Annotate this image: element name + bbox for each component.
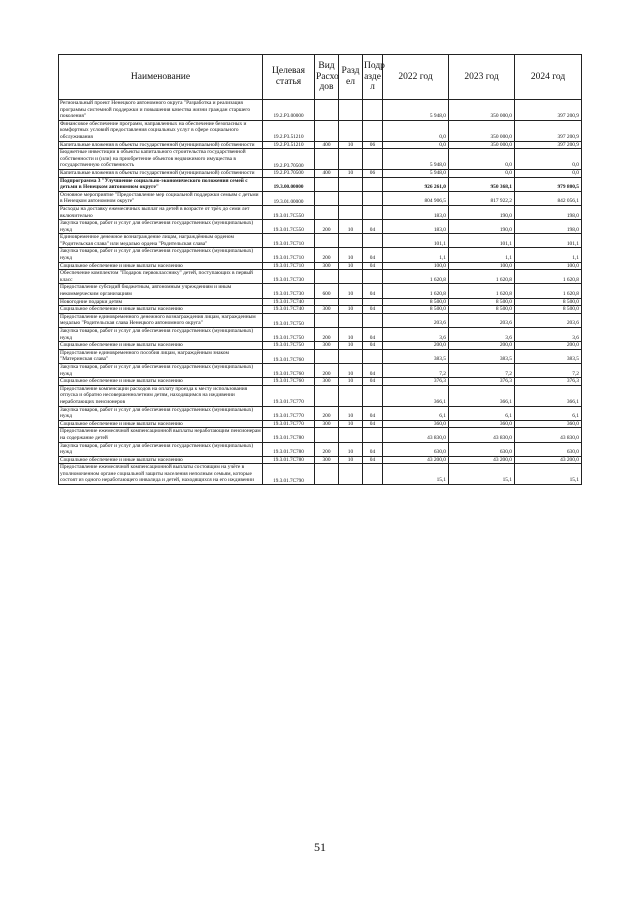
cell-expense-type: 200	[315, 248, 339, 262]
cell-expense-type: 200	[315, 442, 339, 456]
cell-expense-type: 400	[315, 169, 339, 177]
cell-year-2023: 0,0	[449, 169, 515, 177]
cell-expense-type: 300	[315, 420, 339, 428]
cell-target-article: 19.3.01.7С780	[263, 442, 315, 456]
cell-name: Предоставление субсидий бюджетным, автономным учреждениям и иным некоммерческим организациям	[59, 284, 263, 298]
cell-year-2022: 43 200,0	[383, 456, 449, 464]
table-row	[59, 363, 582, 377]
table-row	[59, 313, 582, 327]
cell-expense-type: 300	[315, 306, 339, 314]
cell-expense-type	[315, 149, 339, 170]
table-row	[59, 220, 582, 234]
cell-expense-type: 600	[315, 284, 339, 298]
cell-name: Новогодние подарки детям	[59, 298, 263, 306]
cell-year-2023: 15,1	[449, 464, 515, 485]
cell-target-article: 19.3.01.7С730	[263, 284, 315, 298]
budget-table	[58, 54, 582, 485]
cell-subsection: 04	[363, 456, 383, 464]
cell-target-article: 19.3.01.7С750	[263, 342, 315, 350]
cell-name: Социальное обеспечение и иные выплаты населению	[59, 456, 263, 464]
cell-year-2023: 383,5	[449, 349, 515, 363]
cell-name: Социальное обеспечение и иные выплаты населению	[59, 378, 263, 386]
table-header-row	[59, 55, 582, 100]
cell-expense-type	[315, 349, 339, 363]
cell-year-2024: 43 830,0	[515, 428, 582, 442]
cell-subsection: 04	[363, 284, 383, 298]
table-row	[59, 442, 582, 456]
cell-year-2022: 8 500,0	[383, 306, 449, 314]
cell-section	[339, 205, 363, 219]
header-year-2022: 2022 год	[383, 55, 449, 100]
cell-expense-type	[315, 100, 339, 121]
cell-year-2022: 5 948,0	[383, 100, 449, 121]
cell-section: 10	[339, 220, 363, 234]
header-section: Разд ел	[339, 55, 363, 100]
cell-section: 10	[339, 442, 363, 456]
cell-section: 10	[339, 284, 363, 298]
table-row	[59, 342, 582, 350]
table-row	[59, 464, 582, 485]
header-year-2023: 2023 год	[449, 55, 515, 100]
cell-target-article: 19.2.P3.51210	[263, 120, 315, 141]
cell-expense-type	[315, 205, 339, 219]
table-row	[59, 428, 582, 442]
cell-expense-type	[315, 270, 339, 284]
cell-year-2022: 7,2	[383, 363, 449, 377]
cell-year-2024: 397 200,9	[515, 120, 582, 141]
table-row	[59, 385, 582, 406]
cell-year-2022: 383,5	[383, 349, 449, 363]
cell-year-2022: 183,0	[383, 205, 449, 219]
cell-name: Предоставление единовременного денежного вознаграждения лицам, награжденным медалью "Родительская слава Ненецкого автономного округа"	[59, 313, 263, 327]
cell-subsection: 04	[363, 406, 383, 420]
cell-year-2022: 366,1	[383, 385, 449, 406]
table-row	[59, 306, 582, 314]
header-year-2024: 2024 год	[515, 55, 582, 100]
cell-expense-type: 200	[315, 406, 339, 420]
cell-year-2024: 376,3	[515, 378, 582, 386]
cell-target-article: 19.2.P3.51210	[263, 141, 315, 149]
cell-year-2022: 0,0	[383, 120, 449, 141]
cell-subsection	[363, 149, 383, 170]
cell-year-2024: 1 620,8	[515, 284, 582, 298]
cell-subsection: 04	[363, 220, 383, 234]
cell-expense-type: 200	[315, 328, 339, 342]
cell-year-2023: 950 368,1	[449, 177, 515, 191]
cell-target-article: 19.3.01.00000	[263, 191, 315, 205]
cell-name: Закупка товаров, работ и услуг для обеспечения государственных (муниципальных) нужд	[59, 406, 263, 420]
cell-year-2022: 5 948,0	[383, 169, 449, 177]
cell-target-article: 19.3.01.7С770	[263, 406, 315, 420]
cell-name: Закупка товаров, работ и услуг для обеспечения государственных (муниципальных) нужд	[59, 363, 263, 377]
cell-target-article: 19.3.01.7С710	[263, 234, 315, 248]
table-row	[59, 205, 582, 219]
cell-year-2024: 43 200,0	[515, 456, 582, 464]
cell-section: 10	[339, 262, 363, 270]
cell-section	[339, 177, 363, 191]
cell-target-article: 19.3.00.00000	[263, 177, 315, 191]
table-row	[59, 298, 582, 306]
cell-name: Предоставление ежемесячной компенсационной выплаты состоящим на учёте в уполномоченном органе социальной защиты населения неполным семьям, которые состоят из одного неработающего инвалида и детей, находящихся на его иждивении	[59, 464, 263, 485]
cell-subsection	[363, 191, 383, 205]
cell-expense-type	[315, 191, 339, 205]
cell-section	[339, 464, 363, 485]
cell-name: Предоставление единовременного пособия лицам, награждённым знаком "Материнская слава"	[59, 349, 263, 363]
cell-year-2023: 630,0	[449, 442, 515, 456]
cell-year-2024: 360,0	[515, 420, 582, 428]
cell-subsection: 04	[363, 248, 383, 262]
cell-section	[339, 298, 363, 306]
cell-year-2022: 1 620,8	[383, 270, 449, 284]
cell-subsection	[363, 270, 383, 284]
cell-subsection	[363, 313, 383, 327]
cell-name: Социальное обеспечение и иные выплаты населению	[59, 262, 263, 270]
cell-subsection	[363, 120, 383, 141]
table-body	[59, 100, 582, 485]
cell-target-article: 19.3.01.7С760	[263, 363, 315, 377]
cell-expense-type	[315, 298, 339, 306]
cell-section: 10	[339, 328, 363, 342]
cell-name: Закупка товаров, работ и услуг для обеспечения государственных (муниципальных) нужд	[59, 328, 263, 342]
cell-name: Единовременное денежное вознаграждение лицам, награждённым орденом "Родительская слава" или медалью ордена "Родительская слава"	[59, 234, 263, 248]
table-row	[59, 420, 582, 428]
cell-subsection	[363, 298, 383, 306]
cell-year-2024: 383,5	[515, 349, 582, 363]
cell-year-2022: 200,0	[383, 342, 449, 350]
header-name: Наименование	[59, 55, 263, 100]
cell-subsection	[363, 428, 383, 442]
cell-target-article: 19.2.P3.70500	[263, 149, 315, 170]
cell-name: Предоставление компенсации расходов на оплату проезда к месту использования отпуска и обратно несовершеннолетним детям, находящимся на иждивении неработающих пенсионеров	[59, 385, 263, 406]
cell-year-2023: 366,1	[449, 385, 515, 406]
cell-target-article: 19.3.01.7С780	[263, 456, 315, 464]
header-target-article: Целевая статья	[263, 55, 315, 100]
cell-year-2024: 0,0	[515, 169, 582, 177]
cell-name: Основное мероприятие "Предоставление мер социальной поддержки семьям с детьми в Ненецком автономном округе"	[59, 191, 263, 205]
cell-year-2022: 6,1	[383, 406, 449, 420]
cell-subsection: 06	[363, 169, 383, 177]
cell-expense-type: 300	[315, 456, 339, 464]
cell-year-2024: 203,6	[515, 313, 582, 327]
cell-year-2022: 100,0	[383, 262, 449, 270]
cell-section	[339, 191, 363, 205]
cell-year-2022: 376,3	[383, 378, 449, 386]
cell-year-2024: 397 200,9	[515, 141, 582, 149]
cell-section: 10	[339, 406, 363, 420]
cell-year-2024: 3,6	[515, 328, 582, 342]
table-row	[59, 141, 582, 149]
cell-name: Региональный проект Ненецкого автономного округа "Разработка и реализация программы системной поддержки и повышения качества жизни граждан старшего поколения"	[59, 100, 263, 121]
cell-year-2024: 0,0	[515, 149, 582, 170]
cell-target-article: 19.2.P3.00000	[263, 100, 315, 121]
cell-expense-type: 200	[315, 363, 339, 377]
cell-year-2023: 1 620,8	[449, 270, 515, 284]
cell-target-article: 19.3.01.7С750	[263, 328, 315, 342]
cell-expense-type: 400	[315, 141, 339, 149]
cell-target-article: 19.3.01.7С710	[263, 248, 315, 262]
cell-subsection: 04	[363, 378, 383, 386]
cell-year-2024: 15,1	[515, 464, 582, 485]
cell-year-2022: 0,0	[383, 141, 449, 149]
cell-year-2024: 366,1	[515, 385, 582, 406]
cell-year-2023: 350 000,0	[449, 100, 515, 121]
cell-year-2023: 350 000,0	[449, 141, 515, 149]
cell-subsection: 04	[363, 442, 383, 456]
cell-subsection	[363, 100, 383, 121]
cell-year-2023: 8 500,0	[449, 306, 515, 314]
cell-section: 10	[339, 306, 363, 314]
table-row	[59, 262, 582, 270]
table-row	[59, 284, 582, 298]
cell-section: 10	[339, 420, 363, 428]
cell-year-2024: 198,0	[515, 205, 582, 219]
cell-target-article: 19.3.01.7С550	[263, 220, 315, 234]
cell-name: Капитальные вложения в объекты государственной (муниципальной) собственности	[59, 169, 263, 177]
cell-section	[339, 270, 363, 284]
cell-subsection	[363, 205, 383, 219]
cell-year-2022: 1,1	[383, 248, 449, 262]
cell-year-2022: 8 500,0	[383, 298, 449, 306]
cell-expense-type	[315, 464, 339, 485]
cell-year-2022: 43 830,0	[383, 428, 449, 442]
cell-year-2023: 376,3	[449, 378, 515, 386]
cell-subsection: 06	[363, 141, 383, 149]
cell-year-2024: 8 500,0	[515, 298, 582, 306]
cell-year-2023: 817 922,2	[449, 191, 515, 205]
table-row	[59, 270, 582, 284]
cell-name: Закупка товаров, работ и услуг для обеспечения государственных (муниципальных) нужд	[59, 248, 263, 262]
cell-target-article: 19.3.01.7С780	[263, 428, 315, 442]
cell-expense-type	[315, 385, 339, 406]
table-row	[59, 191, 582, 205]
cell-year-2022: 1 620,8	[383, 284, 449, 298]
cell-subsection: 04	[363, 363, 383, 377]
cell-section: 10	[339, 456, 363, 464]
cell-section: 10	[339, 363, 363, 377]
cell-expense-type	[315, 234, 339, 248]
cell-name: Социальное обеспечение и иные выплаты населению	[59, 342, 263, 350]
cell-year-2023: 1,1	[449, 248, 515, 262]
cell-name: Обеспечение комплектом "Подарок первокласснику" детей, поступающих в первый класс	[59, 270, 263, 284]
cell-year-2024: 8 500,0	[515, 306, 582, 314]
cell-name: Закупка товаров, работ и услуг для обеспечения государственных (муниципальных) нужд	[59, 220, 263, 234]
cell-name: Капитальные вложения в объекты государственной (муниципальной) собственности	[59, 141, 263, 149]
cell-subsection	[363, 234, 383, 248]
cell-year-2022: 203,6	[383, 313, 449, 327]
cell-year-2022: 183,0	[383, 220, 449, 234]
cell-year-2024: 200,0	[515, 342, 582, 350]
cell-section	[339, 428, 363, 442]
cell-target-article: 19.3.01.7С790	[263, 464, 315, 485]
cell-target-article: 19.3.01.7С770	[263, 385, 315, 406]
cell-expense-type: 300	[315, 378, 339, 386]
cell-year-2023: 190,0	[449, 220, 515, 234]
cell-year-2023: 190,0	[449, 205, 515, 219]
cell-subsection: 04	[363, 306, 383, 314]
cell-name: Закупка товаров, работ и услуг для обеспечения государственных (муниципальных) нужд	[59, 442, 263, 456]
cell-year-2022: 630,0	[383, 442, 449, 456]
cell-year-2024: 397 200,9	[515, 100, 582, 121]
cell-target-article: 19.3.01.7С770	[263, 420, 315, 428]
cell-subsection	[363, 177, 383, 191]
cell-name: Расходы на доставку ежемесячных выплат на детей в возрасте от трёх до семи лет включительно	[59, 205, 263, 219]
cell-target-article: 19.3.01.7С760	[263, 378, 315, 386]
cell-expense-type	[315, 120, 339, 141]
cell-year-2022: 101,1	[383, 234, 449, 248]
cell-expense-type	[315, 313, 339, 327]
cell-section	[339, 149, 363, 170]
cell-name: Бюджетные инвестиции в объекты капитального строительства государственной собственности и (или) на приобретение объектов недвижимого имущества в государственную собственность	[59, 149, 263, 170]
cell-expense-type: 300	[315, 342, 339, 350]
table-row	[59, 248, 582, 262]
cell-section	[339, 385, 363, 406]
cell-section: 10	[339, 248, 363, 262]
cell-target-article: 19.3.01.7С740	[263, 306, 315, 314]
cell-year-2022: 5 948,0	[383, 149, 449, 170]
cell-year-2022: 926 261,0	[383, 177, 449, 191]
cell-year-2023: 8 500,0	[449, 298, 515, 306]
table-row	[59, 149, 582, 170]
cell-section	[339, 313, 363, 327]
cell-section	[339, 349, 363, 363]
cell-section: 10	[339, 378, 363, 386]
cell-year-2022: 15,1	[383, 464, 449, 485]
cell-year-2024: 979 800,5	[515, 177, 582, 191]
table-row	[59, 120, 582, 141]
cell-subsection: 04	[363, 420, 383, 428]
cell-name: Подпрограмма 3 "Улучшение социально-экономического положения семей с детьми в Ненецком автономном округе"	[59, 177, 263, 191]
cell-subsection	[363, 464, 383, 485]
cell-year-2024: 1,1	[515, 248, 582, 262]
cell-name: Социальное обеспечение и иные выплаты населению	[59, 306, 263, 314]
cell-year-2023: 200,0	[449, 342, 515, 350]
cell-name: Финансовое обеспечение программ, направленных на обеспечение безопасных и комфортных условий предоставления социальных услуг в сфере социального обслуживания	[59, 120, 263, 141]
cell-target-article: 19.3.01.7С730	[263, 270, 315, 284]
cell-year-2023: 3,6	[449, 328, 515, 342]
cell-section: 10	[339, 169, 363, 177]
table-row	[59, 378, 582, 386]
cell-year-2024: 630,0	[515, 442, 582, 456]
cell-year-2024: 842 056,1	[515, 191, 582, 205]
cell-year-2023: 100,0	[449, 262, 515, 270]
cell-year-2024: 101,1	[515, 234, 582, 248]
cell-year-2023: 203,6	[449, 313, 515, 327]
cell-subsection: 04	[363, 342, 383, 350]
cell-expense-type: 200	[315, 220, 339, 234]
cell-year-2023: 360,0	[449, 420, 515, 428]
cell-section	[339, 120, 363, 141]
cell-year-2022: 804 906,5	[383, 191, 449, 205]
cell-target-article: 19.3.01.7С740	[263, 298, 315, 306]
cell-section: 10	[339, 141, 363, 149]
table-row	[59, 177, 582, 191]
cell-subsection: 04	[363, 328, 383, 342]
cell-year-2024: 7,2	[515, 363, 582, 377]
table-row	[59, 456, 582, 464]
cell-year-2023: 43 830,0	[449, 428, 515, 442]
cell-target-article: 19.2.P3.70500	[263, 169, 315, 177]
cell-year-2022: 3,6	[383, 328, 449, 342]
table-row	[59, 100, 582, 121]
cell-year-2023: 0,0	[449, 149, 515, 170]
page-number: 51	[314, 840, 326, 854]
header-subsection: Подр азде л	[363, 55, 383, 100]
cell-year-2024: 100,0	[515, 262, 582, 270]
cell-target-article: 19.3.01.7С710	[263, 262, 315, 270]
cell-name: Социальное обеспечение и иные выплаты населению	[59, 420, 263, 428]
cell-year-2024: 198,0	[515, 220, 582, 234]
cell-section	[339, 100, 363, 121]
cell-expense-type	[315, 177, 339, 191]
table-row	[59, 234, 582, 248]
cell-name: Предоставление ежемесячной компенсационной выплаты неработающим пенсионерам на содержание детей	[60, 428, 261, 441]
cell-expense-type: 300	[315, 262, 339, 270]
cell-year-2023: 43 200,0	[449, 456, 515, 464]
cell-subsection: 04	[363, 262, 383, 270]
table-row	[59, 328, 582, 342]
cell-year-2022: 360,0	[383, 420, 449, 428]
cell-section: 10	[339, 342, 363, 350]
cell-section	[339, 234, 363, 248]
cell-expense-type	[315, 428, 339, 442]
cell-target-article: 19.3.01.7С760	[263, 349, 315, 363]
table-row	[59, 406, 582, 420]
cell-year-2023: 1 620,8	[449, 284, 515, 298]
cell-subsection	[363, 385, 383, 406]
cell-target-article: 19.3.01.7С550	[263, 205, 315, 219]
cell-year-2024: 6,1	[515, 406, 582, 420]
cell-target-article: 19.3.01.7С750	[263, 313, 315, 327]
cell-year-2023: 7,2	[449, 363, 515, 377]
cell-year-2023: 350 000,0	[449, 120, 515, 141]
cell-year-2023: 101,1	[449, 234, 515, 248]
cell-subsection	[363, 349, 383, 363]
table-row	[59, 169, 582, 177]
cell-year-2024: 1 620,8	[515, 270, 582, 284]
header-expense-type: Вид Расхо дов	[315, 55, 339, 100]
cell-year-2023: 6,1	[449, 406, 515, 420]
table-row	[59, 349, 582, 363]
